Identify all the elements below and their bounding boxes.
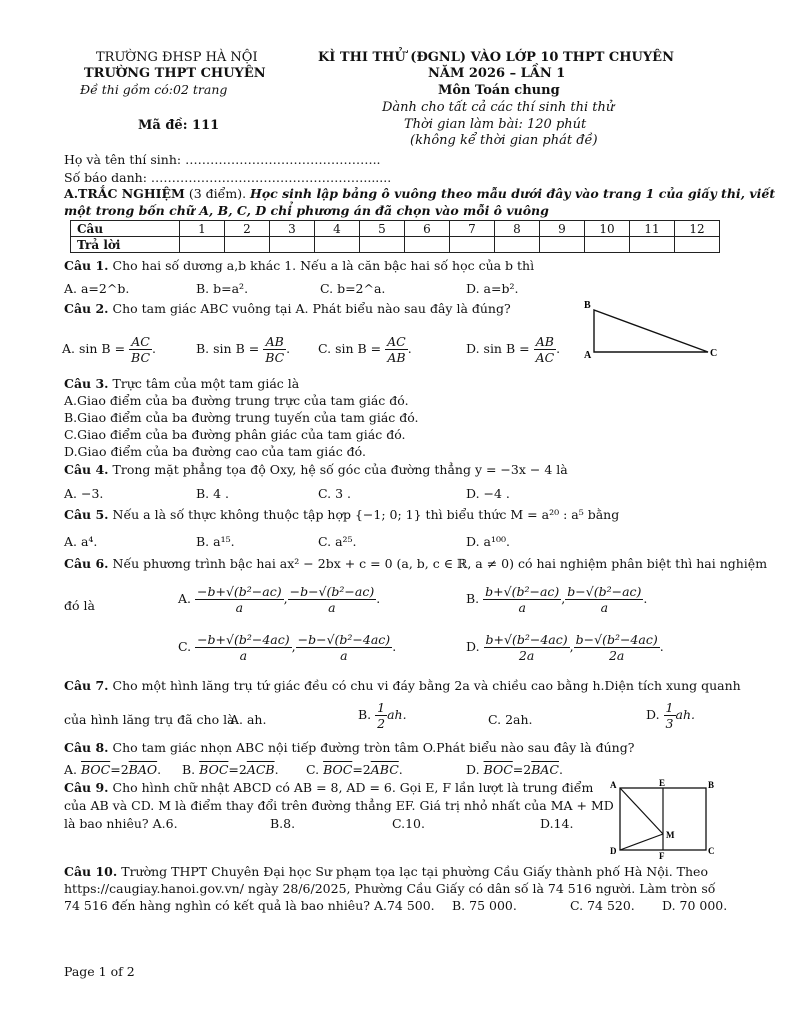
q7-d-label: D. [646, 707, 660, 722]
q2-option-b: B. sin B = $\frac{AB}{BC}$ . [196, 334, 291, 365]
q2-b-num: AB [263, 334, 286, 350]
q8-a-label: A. [64, 762, 78, 777]
q9-ma-line [620, 788, 663, 834]
q7-d-num: 1 [665, 700, 674, 715]
q6-a-num-2: −b−√(b²−ac) [289, 584, 375, 599]
q9-option-d: D.14. [540, 816, 574, 831]
q3-text: Trực tâm của một tam giác là [112, 376, 300, 391]
q2-a-fraction [129, 334, 152, 365]
q8-option-b: B. $\overline{BOC}=2\overline{ACB}$. [182, 762, 279, 777]
section-a-instruction-2: một trong bốn chữ A, B, C, D chỉ phương án đã chọn vào mỗi ô vuông [64, 203, 549, 218]
q5-option-b: B. a¹⁵. [196, 534, 235, 549]
q7-b-num: 1 [377, 700, 386, 715]
q9-fig-label-f: F [659, 851, 665, 860]
q9-md-line [620, 834, 663, 850]
q6-b-label: B. [466, 591, 480, 606]
q1-label: Câu 1. [64, 258, 109, 273]
section-a-instruction-1: Học sinh lập bảng ô vuông theo mẫu dưới đây vào trang 1 của giấy thi, viết [250, 186, 776, 201]
q6-b-root-1 [483, 584, 561, 615]
q6-c-root-2 [296, 632, 393, 663]
q1-stem [64, 258, 534, 273]
q6-a-label: A. [178, 591, 192, 606]
audience: Dành cho tất cả các thí sinh thi thử [382, 100, 615, 115]
answer-cell [540, 237, 585, 253]
q2-a-den: BC [131, 350, 151, 365]
subject: Môn Toán chung [438, 83, 560, 98]
q8-b-angle-left: $\overline{BOC}$ [199, 762, 229, 777]
q6-b-num-1: b+√(b²−ac) [485, 584, 560, 599]
answer-col-7: 7 [450, 221, 495, 237]
answer-cell [630, 237, 675, 253]
q4-text: Trong mặt phẳng tọa độ Oxy, hệ số góc của đường thẳng y = −3x − 4 là [112, 462, 568, 477]
answer-col-10: 10 [585, 221, 630, 237]
answer-cell [675, 237, 720, 253]
q9-line3-wrap [64, 816, 178, 831]
exam-time: Thời gian làm bài: 120 phút [404, 117, 587, 132]
q7-d-tail: ah. [675, 707, 695, 722]
q8-d-angle-left: $\overline{BOC}$ [483, 762, 513, 777]
q7-option-c: C. 2ah. [488, 712, 533, 727]
q10-option-b: B. 75 000. [452, 898, 517, 913]
q9-option-c: C.10. [392, 816, 425, 831]
q1-option-c: C. b=2^a. [320, 281, 386, 296]
q8-option-d: D. $\overline{BOC}=2\overline{BAC}$. [466, 762, 563, 777]
answer-col-6: 6 [405, 221, 450, 237]
q2-d-num: AB [534, 334, 557, 350]
q10-option-c: C. 74 520. [570, 898, 635, 913]
q6-lead: đó là [64, 598, 95, 613]
answer-cell [270, 237, 315, 253]
q7-label: Câu 7. [64, 678, 109, 693]
q10-line3: 74 516 đến hàng nghìn có kết quả là bao nhiêu? [64, 898, 370, 913]
q9-line3: là bao nhiêu? [64, 816, 149, 831]
q6-a-root-1 [195, 584, 284, 615]
q2-fig-label-c: C [710, 348, 718, 359]
q7-option-b [358, 700, 407, 731]
q2-option-d: D. sin B = $\frac{AB}{AC}$ . [466, 334, 561, 365]
q8-c-angle-left: $\overline{BOC}$ [323, 762, 353, 777]
q2-d-fraction [534, 334, 557, 365]
q6-c-root-1 [195, 632, 292, 663]
q3-option-d: D.Giao điểm của ba đường cao của tam giác đó. [64, 444, 366, 459]
q8-c-eq: =2 [352, 762, 371, 777]
q7-b-label: B. [358, 707, 372, 722]
q9-fig-label-d: D [610, 846, 617, 856]
exam-title: KÌ THI THỬ (ĐGNL) VÀO LỚP 10 THPT CHUYÊN [318, 50, 674, 65]
q8-option-a: A. $\overline{BOC}=2\overline{BAO}$. [64, 762, 162, 777]
candidate-name-line: Họ và tên thí sinh: ……………………………………….. [64, 152, 381, 167]
q7-line2: của hình lăng trụ đã cho là [64, 712, 235, 727]
q6-b-num-2: b−√(b²−ac) [567, 584, 642, 599]
q8-d-angle-right: $\overline{BAC}$ [531, 762, 559, 777]
q6-c-den-1: a [239, 648, 248, 663]
q2-b-fraction [263, 334, 286, 365]
answer-table-answer-row [71, 237, 720, 253]
time-note: (không kể thời gian phát đề) [410, 133, 598, 148]
q7-b-tail: ah. [387, 707, 407, 722]
q3-stem [64, 376, 299, 391]
answer-col-11: 11 [630, 221, 675, 237]
q9-fig-label-c: C [708, 846, 715, 856]
q7-d-fraction [664, 700, 676, 731]
q10-line3-wrap [64, 898, 435, 913]
answer-col-8: 8 [495, 221, 540, 237]
q10-option-d: D. 70 000. [662, 898, 728, 913]
q6-d-root-1 [484, 632, 570, 663]
q9-line2: của AB và CD. M là điểm thay đổi trên đường thẳng EF. Giá trị nhỏ nhất của MA + MD [64, 798, 614, 813]
answer-col-2: 2 [225, 221, 270, 237]
answer-table-header-row [71, 221, 720, 237]
q6-a-num-1: −b+√(b²−ac) [197, 584, 282, 599]
q2-triangle-shape [594, 310, 708, 352]
q1-option-a: A. a=2^b. [64, 281, 130, 296]
q6-c-label: C. [178, 639, 192, 654]
answer-table-header-label: Câu [71, 221, 180, 237]
q6-d-den-2: 2a [608, 648, 625, 663]
q6-d-num-2: b−√(b²−4ac) [575, 632, 658, 647]
q7-b-den: 2 [377, 716, 386, 731]
q2-c-num: AC [387, 334, 406, 349]
q4-option-a: A. −3. [64, 486, 104, 501]
q7-d-den: 3 [665, 716, 674, 731]
q5-label: Câu 5. [64, 507, 109, 522]
q3-option-a: A.Giao điểm của ba đường trung trực của tam giác đó. [64, 393, 409, 408]
q6-stem [64, 556, 767, 571]
q6-option-b: B. $\frac{\text{b+√(b²−ac)}}{a}$ , $\frac{\text{b−√(b²−ac)}}{a}$ . [466, 584, 648, 615]
q8-label: Câu 8. [64, 740, 109, 755]
answer-col-4: 4 [315, 221, 360, 237]
q9-option-a: A.6. [152, 816, 178, 831]
q6-a-den-1: a [235, 600, 244, 615]
q6-text: Nếu phương trình bậc hai ax² − 2bx + c = 0 (a, b, c ∈ ℝ, a ≠ 0) có hai nghiệm phân biệt thì hai nghiệm [112, 556, 768, 571]
q8-stem [64, 740, 634, 755]
q7-option-a: A. ah. [230, 712, 267, 727]
q9-fig-label-a: A [610, 780, 617, 790]
pages-note: Đề thi gồm có:02 trang [80, 82, 228, 97]
answer-cell [360, 237, 405, 253]
q10-option-a: A.74 500. [373, 898, 435, 913]
q6-d-label: D. [466, 639, 480, 654]
q4-stem [64, 462, 568, 477]
q6-d-den-1: 2a [518, 648, 535, 663]
answer-cell [450, 237, 495, 253]
q2-c-fraction [385, 334, 408, 365]
q2-option-a: A. sin B = $\frac{AC}{BC}$ . [62, 334, 156, 365]
q5-option-c: C. a²⁵. [318, 534, 357, 549]
q6-c-num-1: −b+√(b²−4ac) [197, 632, 290, 647]
q8-d-eq: =2 [512, 762, 532, 777]
q6-b-den-1: a [518, 600, 526, 615]
q8-text: Cho tam giác nhọn ABC nội tiếp đường tròn tâm O.Phát biểu nào sau đây là đúng? [112, 740, 635, 755]
q9-fig-label-b: B [708, 780, 715, 790]
page-number: Page 1 of 2 [64, 964, 135, 979]
q2-b-prefix: B. sin B = [196, 341, 260, 356]
answer-cell [495, 237, 540, 253]
q2-fig-label-a: A [584, 350, 592, 361]
q9-line1: Cho hình chữ nhật ABCD có AB = 8, AD = 6. Gọi E, F lần lượt là trung điểm [112, 780, 594, 795]
answer-col-9: 9 [540, 221, 585, 237]
q2-c-prefix: C. sin B = [318, 341, 382, 356]
answer-col-3: 3 [270, 221, 315, 237]
q8-a-angle-right: $\overline{BAO}$ [128, 762, 158, 777]
q2-option-c: C. sin B = $\frac{AC}{AB}$ . [318, 334, 412, 365]
q6-option-d: D. $\frac{\text{b+√(b²−4ac)}}{2a}$ , $\frac{\text{b−√(b²−4ac)}}{2a}$ . [466, 632, 664, 663]
q7-text: Cho một hình lăng trụ tứ giác đều có chu vi đáy bằng 2a và chiều cao bằng h.Diện tích xung quanh [112, 678, 741, 693]
q2-triangle-figure [580, 298, 720, 364]
q6-c-den-2: a [340, 648, 348, 663]
q1-option-b: B. b=a². [196, 281, 249, 296]
school-name-2: TRƯỜNG THPT CHUYÊN [84, 66, 266, 81]
answer-cell [405, 237, 450, 253]
section-a-points: (3 điểm). [184, 186, 251, 201]
q8-b-angle-right: $\overline{ACB}$ [246, 762, 275, 777]
q9-rectangle-figure [608, 778, 718, 860]
answer-cell [180, 237, 225, 253]
q1-text: Cho hai số dương a,b khác 1. Nếu a là căn bậc hai số học của b thì [112, 258, 535, 273]
q8-d-label: D. [466, 762, 480, 777]
answer-table-answer-label: Trả lời [71, 237, 180, 253]
answer-col-1: 1 [180, 221, 225, 237]
q2-text: Cho tam giác ABC vuông tại A. Phát biểu nào sau đây là đúng? [112, 301, 511, 316]
section-a-title: A.TRẮC NGHIỆM [64, 186, 185, 201]
q2-a-prefix: A. sin B = [62, 341, 126, 356]
q2-a-num: AC [129, 334, 152, 350]
q2-c-den: AB [387, 350, 406, 365]
q8-c-angle-right: $\overline{ABC}$ [370, 762, 399, 777]
q9-label: Câu 9. [64, 780, 109, 795]
answer-cell [225, 237, 270, 253]
q8-b-label: B. [182, 762, 196, 777]
q2-stem [64, 301, 511, 316]
q1-option-d: D. a=b². [466, 281, 519, 296]
answer-table [70, 220, 720, 253]
answer-cell [585, 237, 630, 253]
q4-label: Câu 4. [64, 462, 109, 477]
school-name-1: TRƯỜNG ĐHSP HÀ NỘI [96, 50, 258, 65]
q6-b-root-2 [565, 584, 643, 615]
exam-year: NĂM 2026 – LẦN 1 [428, 66, 566, 81]
q6-option-a: A. $\frac{\text{−b+√(b²−ac)}}{a}$ , $\frac{\text{−b−√(b²−ac)}}{a}$ . [178, 584, 381, 615]
q10-line2: https://caugiay.hanoi.gov.vn/ ngày 28/6/2025, Phường Cầu Giấy có dân số là 74 516 người. Làm tròn số [64, 881, 716, 896]
q8-c-label: C. [306, 762, 320, 777]
exam-code: Mã đề: 111 [138, 118, 220, 133]
q6-d-num-1: b+√(b²−4ac) [485, 632, 568, 647]
q3-option-c: C.Giao điểm của ba đường phân giác của tam giác đó. [64, 427, 406, 442]
q6-label: Câu 6. [64, 556, 109, 571]
q3-option-b: B.Giao điểm của ba đường trung tuyến của tam giác đó. [64, 410, 419, 425]
q6-b-den-2: a [600, 600, 609, 615]
q9-option-b: B.8. [270, 816, 296, 831]
q6-a-den-2: a [328, 600, 336, 615]
q4-option-d: D. −4 . [466, 486, 510, 501]
q3-label: Câu 3. [64, 376, 109, 391]
q2-d-den: AC [535, 350, 555, 365]
q7-stem [64, 678, 741, 693]
section-a-heading [64, 186, 775, 201]
answer-col-12: 12 [675, 221, 720, 237]
q2-d-prefix: D. sin B = [466, 341, 530, 356]
q10-stem-1 [64, 864, 708, 879]
q7-option-d [646, 700, 695, 731]
q2-b-den: BC [265, 350, 285, 365]
q8-option-c: C. $\overline{BOC}=2\overline{ABC}$. [306, 762, 403, 777]
q6-d-root-2 [574, 632, 660, 663]
q6-option-c: C. $\frac{\text{−b+√(b²−4ac)}}{a}$ , $\frac{\text{−b−√(b²−4ac)}}{a}$ . [178, 632, 397, 663]
q5-option-d: D. a¹⁰⁰. [466, 534, 510, 549]
q4-option-b: B. 4 . [196, 486, 230, 501]
q7-b-fraction [375, 700, 387, 731]
q2-label: Câu 2. [64, 301, 109, 316]
q5-text: Nếu a là số thực không thuộc tập hợp {−1; 0; 1} thì biểu thức M = a²⁰ : a⁵ bằng [112, 507, 620, 522]
q8-a-angle-left: $\overline{BOC}$ [81, 762, 111, 777]
q2-fig-label-b: B [584, 300, 591, 311]
q5-stem [64, 507, 619, 522]
q10-line1: Trường THPT Chuyên Đại học Sư phạm tọa lạc tại phường Cầu Giấy thành phố Hà Nội. Theo [121, 864, 708, 879]
q9-fig-label-m: M [666, 830, 675, 840]
q4-option-c: C. 3 . [318, 486, 351, 501]
answer-cell [315, 237, 360, 253]
q5-option-a: A. a⁴. [64, 534, 98, 549]
q8-b-eq: =2 [228, 762, 247, 777]
answer-col-5: 5 [360, 221, 405, 237]
q6-c-num-2: −b−√(b²−4ac) [297, 632, 391, 647]
q10-label: Câu 10. [64, 864, 118, 879]
candidate-id-line: Số báo danh: ……………………………………………....... [64, 170, 392, 185]
q6-a-root-2 [288, 584, 377, 615]
q8-a-eq: =2 [110, 762, 129, 777]
q9-fig-label-e: E [659, 778, 666, 788]
q9-stem-1 [64, 780, 593, 795]
